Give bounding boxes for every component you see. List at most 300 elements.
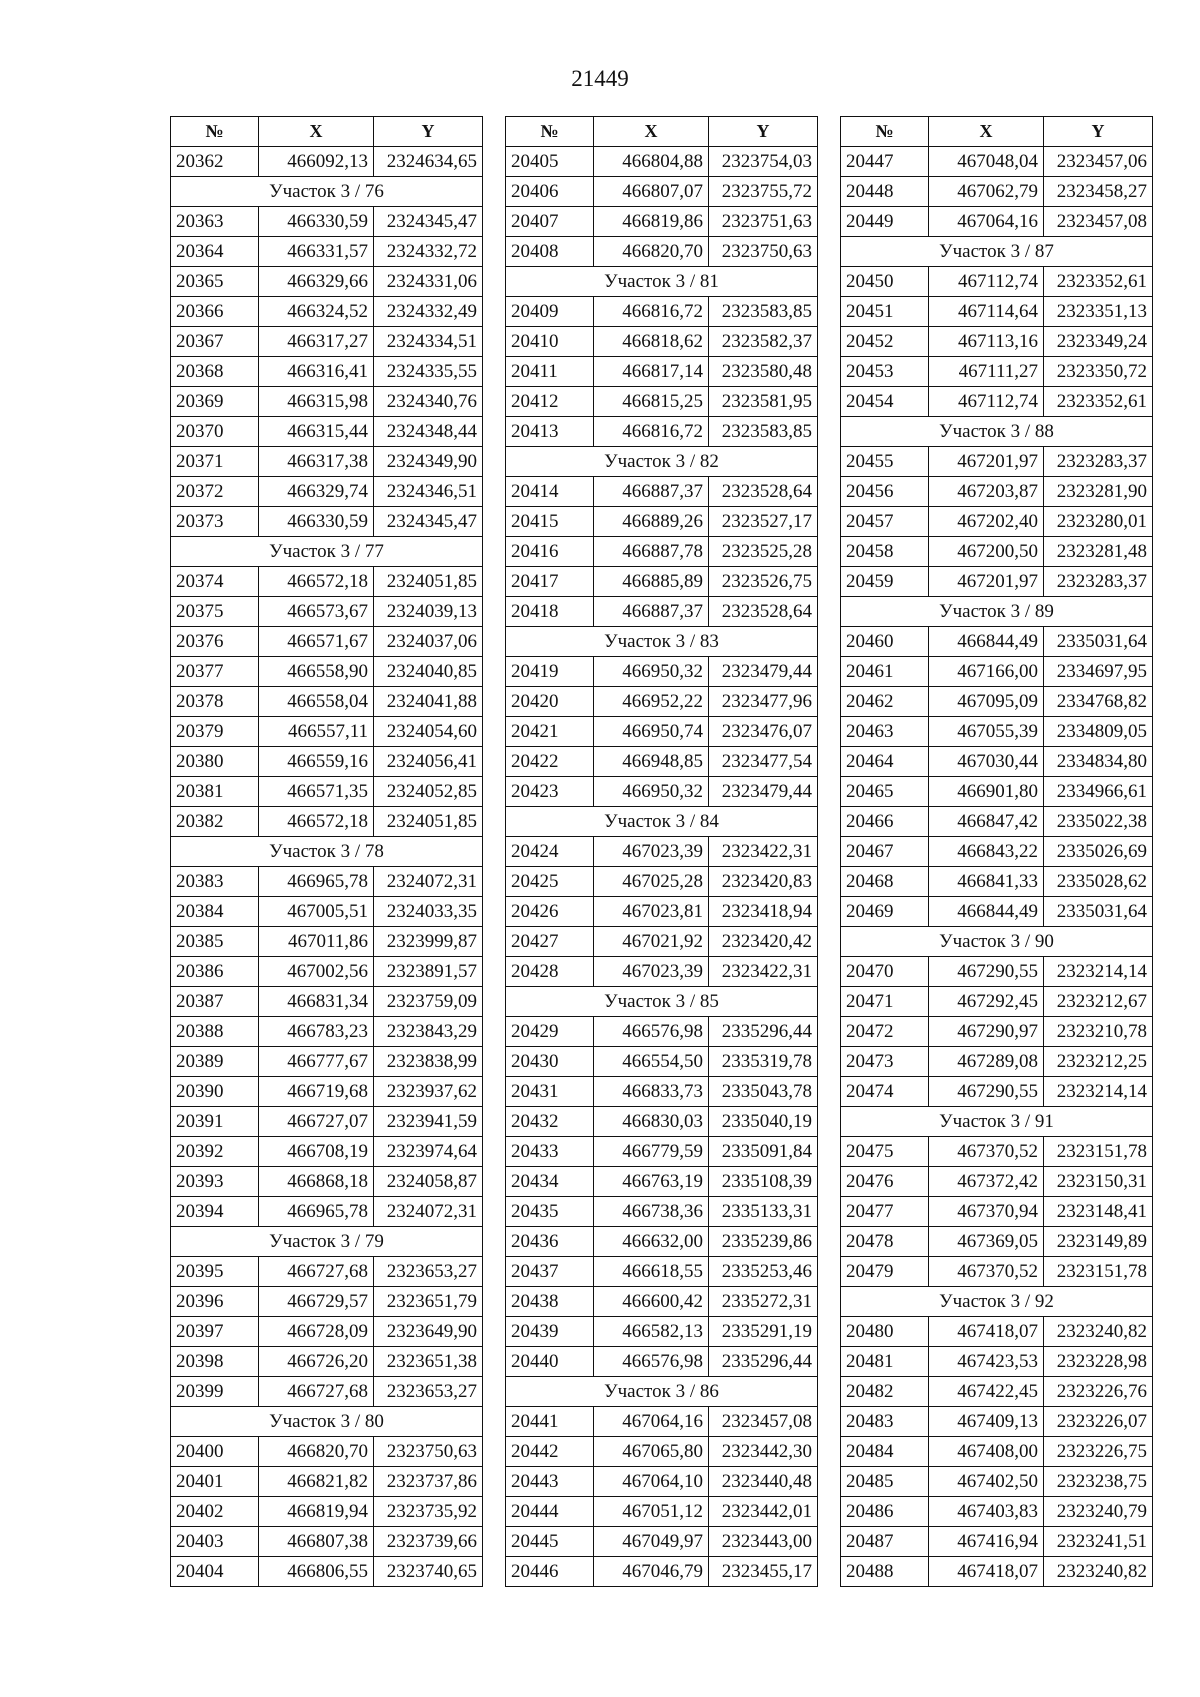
point-number: 20445 (506, 1527, 594, 1557)
x-coordinate: 466316,41 (259, 357, 374, 387)
point-number: 20415 (506, 507, 594, 537)
y-coordinate: 2323283,37 (1044, 447, 1153, 477)
point-number: 20396 (171, 1287, 259, 1317)
section-title: Участок 3 / 87 (841, 237, 1153, 267)
x-coordinate: 466950,32 (594, 777, 709, 807)
y-coordinate: 2324072,31 (374, 1197, 483, 1227)
table-row (171, 1497, 483, 1527)
point-number: 20369 (171, 387, 259, 417)
point-number: 20370 (171, 417, 259, 447)
point-number: 20383 (171, 867, 259, 897)
x-coordinate: 467203,87 (929, 477, 1044, 507)
table-row (171, 1137, 483, 1167)
point-number: 20474 (841, 1077, 929, 1107)
point-number: 20395 (171, 1257, 259, 1287)
section-title: Участок 3 / 81 (506, 267, 818, 297)
table-row (171, 867, 483, 897)
point-number: 20418 (506, 597, 594, 627)
table-row (506, 477, 818, 507)
y-coordinate: 2324634,65 (374, 147, 483, 177)
table-row (506, 657, 818, 687)
y-coordinate: 2323937,62 (374, 1077, 483, 1107)
table-row (506, 1167, 818, 1197)
table-row (841, 147, 1153, 177)
table-row (841, 1377, 1153, 1407)
point-number: 20471 (841, 987, 929, 1017)
y-coordinate: 2335253,46 (709, 1257, 818, 1287)
point-number: 20446 (506, 1557, 594, 1587)
x-coordinate: 466330,59 (259, 507, 374, 537)
point-number: 20388 (171, 1017, 259, 1047)
x-coordinate: 466727,68 (259, 1257, 374, 1287)
x-coordinate: 466331,57 (259, 237, 374, 267)
y-coordinate: 2323422,31 (709, 837, 818, 867)
y-coordinate: 2323240,82 (1044, 1557, 1153, 1587)
table-row (171, 777, 483, 807)
y-coordinate: 2323350,72 (1044, 357, 1153, 387)
table-row (506, 1437, 818, 1467)
table-row (841, 837, 1153, 867)
table-row (171, 237, 483, 267)
y-coordinate: 2323214,14 (1044, 957, 1153, 987)
point-number: 20401 (171, 1467, 259, 1497)
point-number: 20472 (841, 1017, 929, 1047)
x-coordinate: 467408,00 (929, 1437, 1044, 1467)
table-row (841, 897, 1153, 927)
section-row (506, 1377, 818, 1407)
x-coordinate: 467113,16 (929, 327, 1044, 357)
table-row (841, 357, 1153, 387)
x-coordinate: 466324,52 (259, 297, 374, 327)
table-row (171, 897, 483, 927)
coordinates-table-3 (840, 116, 1153, 1587)
table-row (171, 927, 483, 957)
point-number: 20467 (841, 837, 929, 867)
x-coordinate: 467166,00 (929, 657, 1044, 687)
table-row (841, 507, 1153, 537)
point-number: 20434 (506, 1167, 594, 1197)
point-number: 20473 (841, 1047, 929, 1077)
x-coordinate: 466726,20 (259, 1347, 374, 1377)
y-coordinate: 2323281,90 (1044, 477, 1153, 507)
table-row (841, 1407, 1153, 1437)
header-y: Y (1044, 117, 1153, 147)
y-coordinate: 2323455,17 (709, 1557, 818, 1587)
y-coordinate: 2323440,48 (709, 1467, 818, 1497)
table-row (171, 417, 483, 447)
point-number: 20464 (841, 747, 929, 777)
y-coordinate: 2323735,92 (374, 1497, 483, 1527)
section-title: Участок 3 / 77 (171, 537, 483, 567)
y-coordinate: 2323751,63 (709, 207, 818, 237)
table-row (171, 1317, 483, 1347)
y-coordinate: 2323479,44 (709, 657, 818, 687)
point-number: 20373 (171, 507, 259, 537)
x-coordinate: 467201,97 (929, 447, 1044, 477)
x-coordinate: 466573,67 (259, 597, 374, 627)
x-coordinate: 466887,37 (594, 597, 709, 627)
table-row (841, 327, 1153, 357)
y-coordinate: 2323528,64 (709, 597, 818, 627)
x-coordinate: 467064,16 (594, 1407, 709, 1437)
y-coordinate: 2335031,64 (1044, 627, 1153, 657)
y-coordinate: 2335040,19 (709, 1107, 818, 1137)
table-row (171, 1287, 483, 1317)
y-coordinate: 2323457,08 (1044, 207, 1153, 237)
table-row (171, 357, 483, 387)
point-number: 20427 (506, 927, 594, 957)
x-coordinate: 466783,23 (259, 1017, 374, 1047)
table-row (841, 657, 1153, 687)
point-number: 20409 (506, 297, 594, 327)
y-coordinate: 2323352,61 (1044, 387, 1153, 417)
y-coordinate: 2323148,41 (1044, 1197, 1153, 1227)
y-coordinate: 2323750,63 (374, 1437, 483, 1467)
y-coordinate: 2323281,48 (1044, 537, 1153, 567)
y-coordinate: 2324331,06 (374, 267, 483, 297)
point-number: 20390 (171, 1077, 259, 1107)
x-coordinate: 467292,45 (929, 987, 1044, 1017)
point-number: 20475 (841, 1137, 929, 1167)
section-row (841, 597, 1153, 627)
table-row (171, 1437, 483, 1467)
x-coordinate: 467290,55 (929, 957, 1044, 987)
y-coordinate: 2323210,78 (1044, 1017, 1153, 1047)
point-number: 20432 (506, 1107, 594, 1137)
point-number: 20477 (841, 1197, 929, 1227)
x-coordinate: 467402,50 (929, 1467, 1044, 1497)
y-coordinate: 2323528,64 (709, 477, 818, 507)
point-number: 20419 (506, 657, 594, 687)
y-coordinate: 2324346,51 (374, 477, 483, 507)
section-title: Участок 3 / 78 (171, 837, 483, 867)
x-coordinate: 466329,66 (259, 267, 374, 297)
y-coordinate: 2323651,79 (374, 1287, 483, 1317)
x-coordinate: 467065,80 (594, 1437, 709, 1467)
x-coordinate: 466807,07 (594, 177, 709, 207)
table-row (506, 1227, 818, 1257)
point-number: 20393 (171, 1167, 259, 1197)
table-row (171, 687, 483, 717)
point-number: 20386 (171, 957, 259, 987)
header-number: № (841, 117, 929, 147)
y-coordinate: 2323582,37 (709, 327, 818, 357)
table-row (171, 387, 483, 417)
y-coordinate: 2323580,48 (709, 357, 818, 387)
table-row (506, 1467, 818, 1497)
point-number: 20366 (171, 297, 259, 327)
point-number: 20399 (171, 1377, 259, 1407)
section-row (171, 1227, 483, 1257)
point-number: 20463 (841, 717, 929, 747)
y-coordinate: 2323226,76 (1044, 1377, 1153, 1407)
x-coordinate: 466841,33 (929, 867, 1044, 897)
x-coordinate: 466576,98 (594, 1347, 709, 1377)
table-row (506, 927, 818, 957)
point-number: 20377 (171, 657, 259, 687)
y-coordinate: 2323526,75 (709, 567, 818, 597)
point-number: 20403 (171, 1527, 259, 1557)
y-coordinate: 2323941,59 (374, 1107, 483, 1137)
section-title: Участок 3 / 92 (841, 1287, 1153, 1317)
point-number: 20404 (171, 1557, 259, 1587)
table-row (171, 1257, 483, 1287)
table-row (171, 477, 483, 507)
y-coordinate: 2323891,57 (374, 957, 483, 987)
point-number: 20372 (171, 477, 259, 507)
table-row (171, 207, 483, 237)
x-coordinate: 466618,55 (594, 1257, 709, 1287)
y-coordinate: 2323649,90 (374, 1317, 483, 1347)
y-coordinate: 2324041,88 (374, 687, 483, 717)
x-coordinate: 466708,19 (259, 1137, 374, 1167)
y-coordinate: 2323212,67 (1044, 987, 1153, 1017)
table-row (171, 297, 483, 327)
table-row (841, 537, 1153, 567)
x-coordinate: 467289,08 (929, 1047, 1044, 1077)
table-row (841, 1347, 1153, 1377)
point-number: 20422 (506, 747, 594, 777)
point-number: 20460 (841, 627, 929, 657)
table-row (506, 147, 818, 177)
point-number: 20440 (506, 1347, 594, 1377)
point-number: 20424 (506, 837, 594, 867)
point-number: 20435 (506, 1197, 594, 1227)
point-number: 20431 (506, 1077, 594, 1107)
y-coordinate: 2334768,82 (1044, 687, 1153, 717)
x-coordinate: 467370,94 (929, 1197, 1044, 1227)
table-row (506, 1197, 818, 1227)
y-coordinate: 2335108,39 (709, 1167, 818, 1197)
x-coordinate: 466901,80 (929, 777, 1044, 807)
point-number: 20417 (506, 567, 594, 597)
x-coordinate: 466317,27 (259, 327, 374, 357)
x-coordinate: 466779,59 (594, 1137, 709, 1167)
table-row (171, 987, 483, 1017)
y-coordinate: 2323583,85 (709, 417, 818, 447)
point-number: 20444 (506, 1497, 594, 1527)
y-coordinate: 2323283,37 (1044, 567, 1153, 597)
table-row (841, 1047, 1153, 1077)
table-row (171, 1107, 483, 1137)
x-coordinate: 466558,90 (259, 657, 374, 687)
x-coordinate: 467055,39 (929, 717, 1044, 747)
point-number: 20447 (841, 147, 929, 177)
table-row (171, 507, 483, 537)
table-row (506, 177, 818, 207)
x-coordinate: 466950,74 (594, 717, 709, 747)
table-row (506, 387, 818, 417)
x-coordinate: 466885,89 (594, 567, 709, 597)
table-row (841, 477, 1153, 507)
table-row (506, 1017, 818, 1047)
y-coordinate: 2323422,31 (709, 957, 818, 987)
x-coordinate: 466817,14 (594, 357, 709, 387)
x-coordinate: 466719,68 (259, 1077, 374, 1107)
point-number: 20466 (841, 807, 929, 837)
x-coordinate: 466815,25 (594, 387, 709, 417)
table-row (841, 567, 1153, 597)
x-coordinate: 467023,39 (594, 957, 709, 987)
point-number: 20483 (841, 1407, 929, 1437)
x-coordinate: 466887,78 (594, 537, 709, 567)
x-coordinate: 467111,27 (929, 357, 1044, 387)
point-number: 20385 (171, 927, 259, 957)
table-row (506, 1257, 818, 1287)
y-coordinate: 2324348,44 (374, 417, 483, 447)
table-row (506, 1497, 818, 1527)
y-coordinate: 2334697,95 (1044, 657, 1153, 687)
table-row (171, 447, 483, 477)
point-number: 20374 (171, 567, 259, 597)
x-coordinate: 467290,55 (929, 1077, 1044, 1107)
point-number: 20411 (506, 357, 594, 387)
table-row (841, 387, 1153, 417)
y-coordinate: 2324051,85 (374, 807, 483, 837)
y-coordinate: 2335296,44 (709, 1347, 818, 1377)
x-coordinate: 467200,50 (929, 537, 1044, 567)
point-number: 20416 (506, 537, 594, 567)
y-coordinate: 2323457,08 (709, 1407, 818, 1437)
x-coordinate: 466557,11 (259, 717, 374, 747)
y-coordinate: 2335291,19 (709, 1317, 818, 1347)
point-number: 20389 (171, 1047, 259, 1077)
table-row (506, 417, 818, 447)
table-row (506, 1527, 818, 1557)
point-number: 20412 (506, 387, 594, 417)
x-coordinate: 467021,92 (594, 927, 709, 957)
point-number: 20421 (506, 717, 594, 747)
y-coordinate: 2323479,44 (709, 777, 818, 807)
x-coordinate: 466887,37 (594, 477, 709, 507)
y-coordinate: 2324051,85 (374, 567, 483, 597)
x-coordinate: 467112,74 (929, 387, 1044, 417)
y-coordinate: 2324039,13 (374, 597, 483, 627)
table-row (841, 807, 1153, 837)
table-header-row (841, 117, 1153, 147)
point-number: 20442 (506, 1437, 594, 1467)
y-coordinate: 2323838,99 (374, 1047, 483, 1077)
table-row (171, 627, 483, 657)
x-coordinate: 466844,49 (929, 627, 1044, 657)
x-coordinate: 466571,35 (259, 777, 374, 807)
section-title: Участок 3 / 84 (506, 807, 818, 837)
table-row (506, 837, 818, 867)
x-coordinate: 467005,51 (259, 897, 374, 927)
x-coordinate: 466582,13 (594, 1317, 709, 1347)
y-coordinate: 2323843,29 (374, 1017, 483, 1047)
table-row (171, 147, 483, 177)
y-coordinate: 2323737,86 (374, 1467, 483, 1497)
x-coordinate: 466965,78 (259, 867, 374, 897)
y-coordinate: 2323212,25 (1044, 1047, 1153, 1077)
x-coordinate: 466572,18 (259, 567, 374, 597)
x-coordinate: 466952,22 (594, 687, 709, 717)
point-number: 20391 (171, 1107, 259, 1137)
table-row (171, 327, 483, 357)
x-coordinate: 466329,74 (259, 477, 374, 507)
table-row (506, 327, 818, 357)
y-coordinate: 2323150,31 (1044, 1167, 1153, 1197)
section-row (506, 627, 818, 657)
table-row (841, 867, 1153, 897)
x-coordinate: 467370,52 (929, 1257, 1044, 1287)
table-row (841, 207, 1153, 237)
table-row (841, 687, 1153, 717)
y-coordinate: 2323583,85 (709, 297, 818, 327)
y-coordinate: 2324340,76 (374, 387, 483, 417)
y-coordinate: 2323457,06 (1044, 147, 1153, 177)
table-row (171, 747, 483, 777)
y-coordinate: 2324033,35 (374, 897, 483, 927)
x-coordinate: 466738,36 (594, 1197, 709, 1227)
point-number: 20402 (171, 1497, 259, 1527)
table-row (171, 717, 483, 747)
header-number: № (171, 117, 259, 147)
x-coordinate: 467023,39 (594, 837, 709, 867)
point-number: 20392 (171, 1137, 259, 1167)
point-number: 20379 (171, 717, 259, 747)
y-coordinate: 2323477,96 (709, 687, 818, 717)
table-row (506, 1107, 818, 1137)
point-number: 20394 (171, 1197, 259, 1227)
table-row (841, 1077, 1153, 1107)
table-row (506, 207, 818, 237)
point-number: 20414 (506, 477, 594, 507)
x-coordinate: 466777,67 (259, 1047, 374, 1077)
x-coordinate: 466820,70 (259, 1437, 374, 1467)
point-number: 20455 (841, 447, 929, 477)
y-coordinate: 2323280,01 (1044, 507, 1153, 537)
point-number: 20436 (506, 1227, 594, 1257)
x-coordinate: 467064,10 (594, 1467, 709, 1497)
table-row (841, 1137, 1153, 1167)
section-row (841, 1107, 1153, 1137)
y-coordinate: 2335091,84 (709, 1137, 818, 1167)
table-row (171, 1077, 483, 1107)
y-coordinate: 2323241,51 (1044, 1527, 1153, 1557)
x-coordinate: 466833,73 (594, 1077, 709, 1107)
x-coordinate: 467025,28 (594, 867, 709, 897)
table-row (506, 1137, 818, 1167)
y-coordinate: 2324037,06 (374, 627, 483, 657)
table-row (171, 807, 483, 837)
table-row (841, 1197, 1153, 1227)
point-number: 20387 (171, 987, 259, 1017)
point-number: 20451 (841, 297, 929, 327)
section-row (841, 417, 1153, 447)
x-coordinate: 466317,38 (259, 447, 374, 477)
x-coordinate: 467048,04 (929, 147, 1044, 177)
table-row (171, 1557, 483, 1587)
x-coordinate: 467049,97 (594, 1527, 709, 1557)
x-coordinate: 466816,72 (594, 297, 709, 327)
point-number: 20482 (841, 1377, 929, 1407)
table-row (841, 717, 1153, 747)
table-row (171, 1167, 483, 1197)
section-row (171, 177, 483, 207)
x-coordinate: 467369,05 (929, 1227, 1044, 1257)
table-row (171, 567, 483, 597)
y-coordinate: 2323443,00 (709, 1527, 818, 1557)
section-row (506, 987, 818, 1017)
point-number: 20478 (841, 1227, 929, 1257)
table-row (841, 177, 1153, 207)
y-coordinate: 2323420,42 (709, 927, 818, 957)
point-number: 20367 (171, 327, 259, 357)
x-coordinate: 466868,18 (259, 1167, 374, 1197)
x-coordinate: 466728,09 (259, 1317, 374, 1347)
